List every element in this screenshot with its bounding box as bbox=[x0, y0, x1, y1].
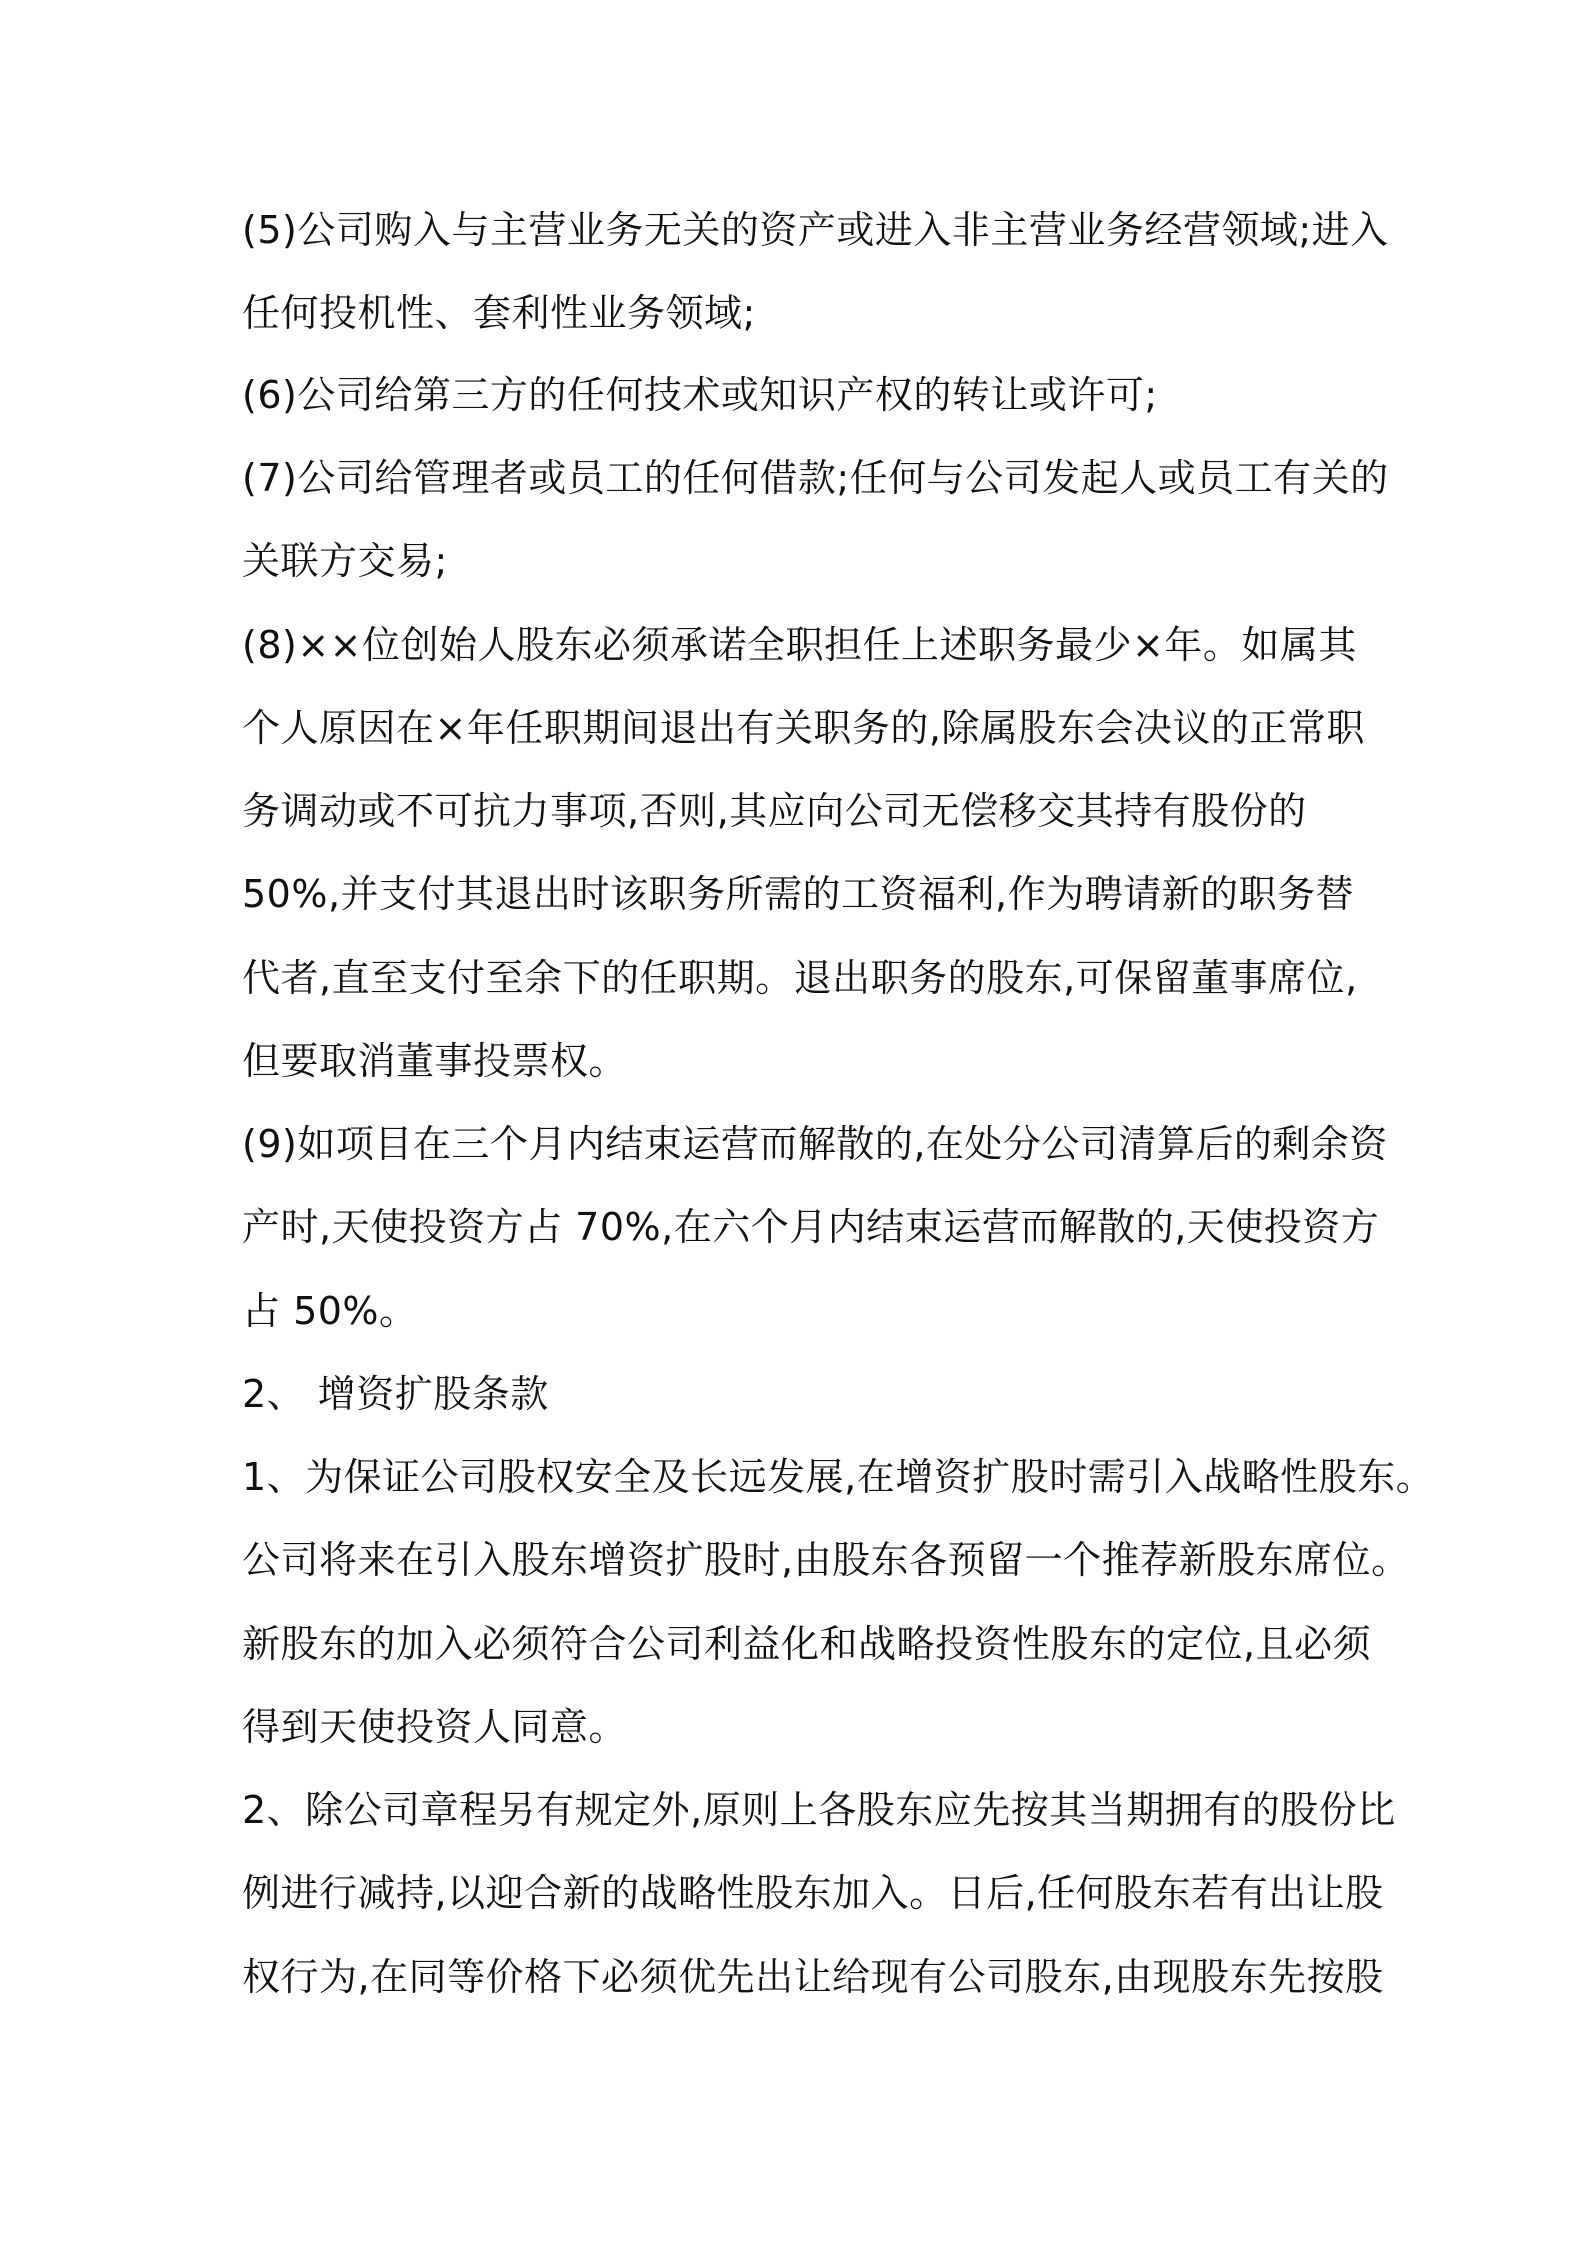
text-line: (6)公司给第三方的任何技术或知识产权的转让或许可; bbox=[242, 373, 1158, 417]
text-line: 2、除公司章程另有规定外,原则上各股东应先按其当期拥有的股份比 bbox=[242, 1788, 1396, 1832]
text-line: 公司将来在引入股东增资扩股时,由股东各预留一个推荐新股东席位。 bbox=[242, 1538, 1410, 1582]
text-line: (9)如项目在三个月内结束运营而解散的,在处分公司清算后的剩余资 bbox=[242, 1122, 1388, 1166]
text-line: 占 50%。 bbox=[242, 1289, 418, 1333]
text-line: 得到天使投资人同意。 bbox=[242, 1705, 628, 1749]
text-line: 50%,并支付其退出时该职务所需的工资福利,作为聘请新的职务替 bbox=[242, 872, 1355, 916]
text-line: 但要取消董事投票权。 bbox=[242, 1039, 628, 1083]
text-line: 代者,直至支付至余下的任职期。退出职务的股东,可保留董事席位, bbox=[242, 956, 1358, 1000]
text-line: (5)公司购入与主营业务无关的资产或进入非主营业务经营领域;进入 bbox=[242, 208, 1389, 252]
text-line: 务调动或不可抗力事项,否则,其应向公司无偿移交其持有股份的 bbox=[242, 789, 1307, 833]
text-line: 例进行减持,以迎合新的战略性股东加入。日后,任何股东若有出让股 bbox=[242, 1871, 1384, 1915]
section-heading: 2、 增资扩股条款 bbox=[242, 1372, 549, 1416]
text-line: 关联方交易; bbox=[242, 539, 448, 583]
text-line: 个人原因在×年任职期间退出有关职务的,除属股东会决议的正常职 bbox=[242, 706, 1365, 750]
text-line: 产时,天使投资方占 70%,在六个月内结束运营而解散的,天使投资方 bbox=[242, 1205, 1380, 1249]
text-line: (8)××位创始人股东必须承诺全职担任上述职务最少×年。如属其 bbox=[242, 623, 1357, 667]
text-line: (7)公司给管理者或员工的任何借款;任何与公司发起人或员工有关的 bbox=[242, 456, 1389, 500]
text-line: 任何投机性、套利性业务领域; bbox=[242, 291, 756, 335]
text-line: 1、为保证公司股权安全及长远发展,在增资扩股时需引入战略性股东。 bbox=[242, 1455, 1435, 1499]
text-line: 权行为,在同等价格下必须优先出让给现有公司股东,由现股东先按股 bbox=[242, 1955, 1384, 1999]
text-line: 新股东的加入必须符合公司利益化和战略投资性股东的定位,且必须 bbox=[242, 1622, 1372, 1666]
